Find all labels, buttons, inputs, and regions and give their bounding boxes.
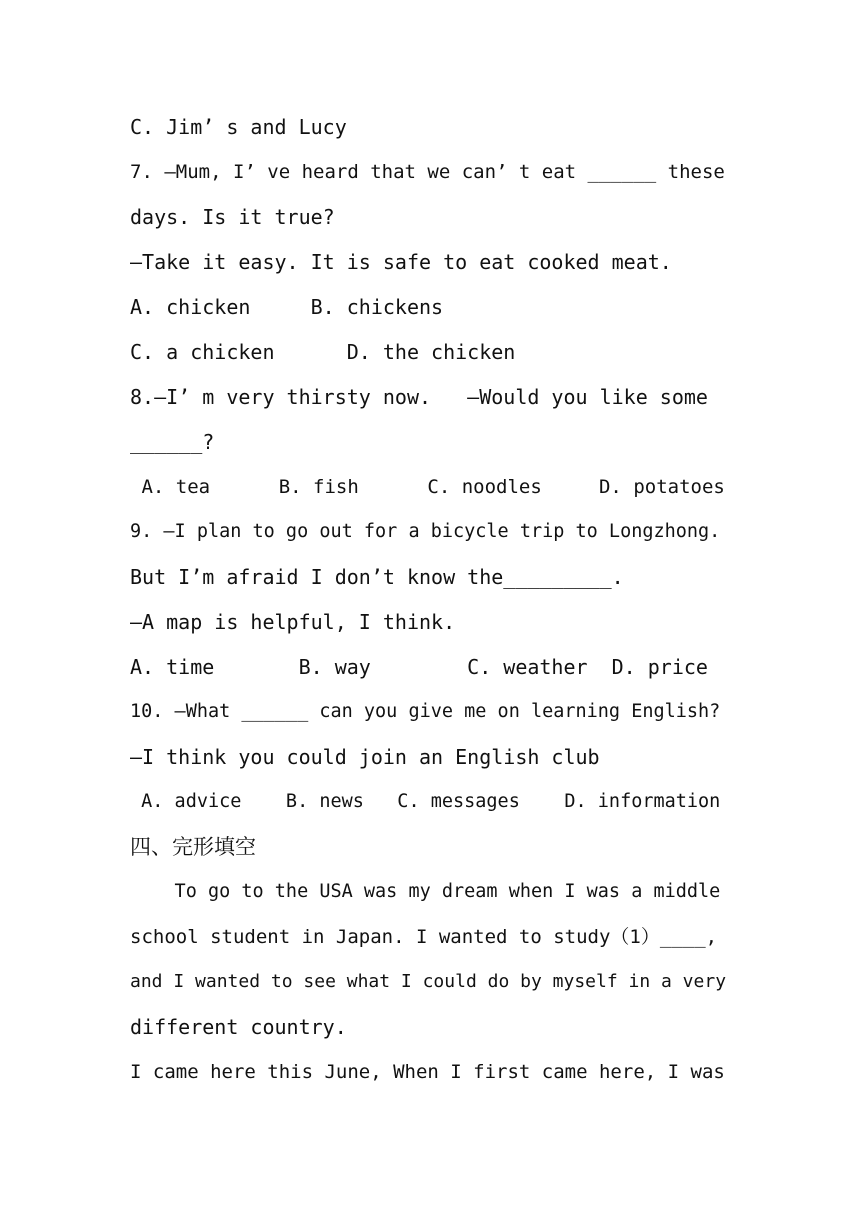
option-line: C. Jim’ s and Lucy	[130, 115, 347, 139]
question-7-line: 7. —Mum, I’ ve heard that we can’ t eat ______ these	[130, 161, 725, 183]
question-8-options: A. tea B. fish C. noodles D. potatoes	[130, 476, 725, 498]
passage-line: To go to the USA was my dream when I was a middle	[130, 881, 721, 902]
question-8-blank: ______?	[130, 430, 215, 454]
passage-line: different country.	[130, 1015, 347, 1039]
question-8-line: 8.—I’ m very thirsty now. —Would you like some	[130, 385, 708, 409]
question-9-answer: —A map is helpful, I think.	[130, 610, 456, 634]
question-7-answer: —Take it easy. It is safe to eat cooked meat.	[130, 250, 672, 274]
passage-line: I came here this June, When I first came here, I was	[130, 1061, 725, 1083]
question-10-line: 10. —What ______ can you give me on learning English?	[130, 701, 721, 722]
question-9-line: 9. —I plan to go out for a bicycle trip to Longzhong.	[130, 521, 721, 542]
question-9-options: A. time B. way C. weather D. price	[130, 655, 708, 679]
question-10-options: A. advice B. news C. messages D. information	[130, 791, 721, 812]
passage-line: and I wanted to see what I could do by myself in a very	[130, 971, 727, 992]
passage-line: school student in Japan. I wanted to study（1）____,	[130, 926, 718, 948]
question-7-continuation: days. Is it true?	[130, 205, 335, 229]
section-heading: 四、完形填空	[130, 835, 256, 859]
question-7-options-cd: C. a chicken D. the chicken	[130, 340, 516, 364]
question-7-options-ab: A. chicken B. chickens	[130, 295, 444, 319]
question-10-answer: —I think you could join an English club	[130, 745, 600, 769]
question-9-continuation: But I’m afraid I don’t know the_________.	[130, 565, 624, 589]
